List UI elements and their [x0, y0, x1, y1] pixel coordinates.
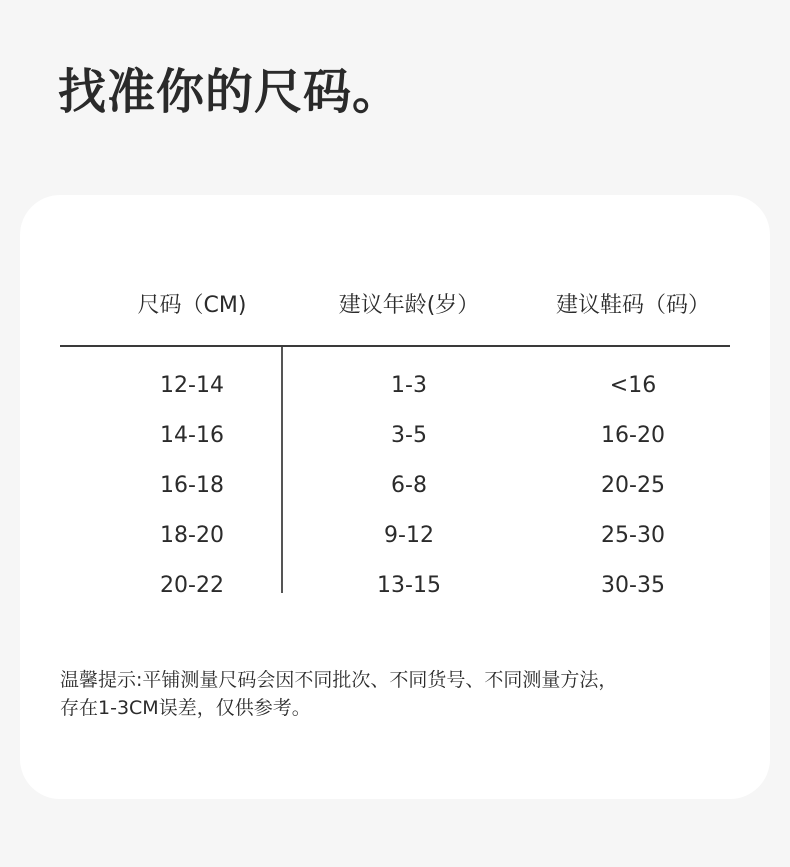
header-recommended-age: 建议年龄(岁）	[338, 293, 480, 318]
cell-age: 1-3	[391, 373, 427, 398]
cell-age: 6-8	[391, 473, 427, 498]
cell-size: 14-16	[160, 423, 224, 448]
table-row	[60, 367, 730, 417]
cell-shoe-size: 25-30	[601, 523, 665, 548]
note-line-1: 温馨提示:平铺测量尺码会因不同批次、不同货号、不同测量方法，	[60, 669, 618, 691]
table-header	[60, 291, 730, 321]
table-row	[60, 567, 730, 617]
cell-shoe-size: 30-35	[601, 573, 665, 598]
cell-shoe-size: 20-25	[601, 473, 665, 498]
measurement-note	[60, 666, 740, 722]
header-size-cm: 尺码（CM)	[137, 293, 247, 318]
cell-age: 9-12	[384, 523, 434, 548]
cell-shoe-size: 16-20	[601, 423, 665, 448]
table-row	[60, 467, 730, 517]
header-divider	[60, 345, 730, 347]
size-chart-card	[20, 195, 770, 799]
note-line-2: 存在1-3CM误差，仅供参考。	[60, 697, 311, 719]
cell-size: 16-18	[160, 473, 224, 498]
table-row	[60, 517, 730, 567]
table-row	[60, 417, 730, 467]
cell-size: 18-20	[160, 523, 224, 548]
cell-shoe-size: <16	[609, 373, 657, 398]
cell-size: 12-14	[160, 373, 224, 398]
header-recommended-shoe-size: 建议鞋码（码）	[555, 293, 711, 318]
table-body	[60, 367, 730, 617]
cell-age: 13-15	[377, 573, 441, 598]
page-title: 找准你的尺码。	[58, 64, 402, 120]
cell-size: 20-22	[160, 573, 224, 598]
cell-age: 3-5	[391, 423, 427, 448]
